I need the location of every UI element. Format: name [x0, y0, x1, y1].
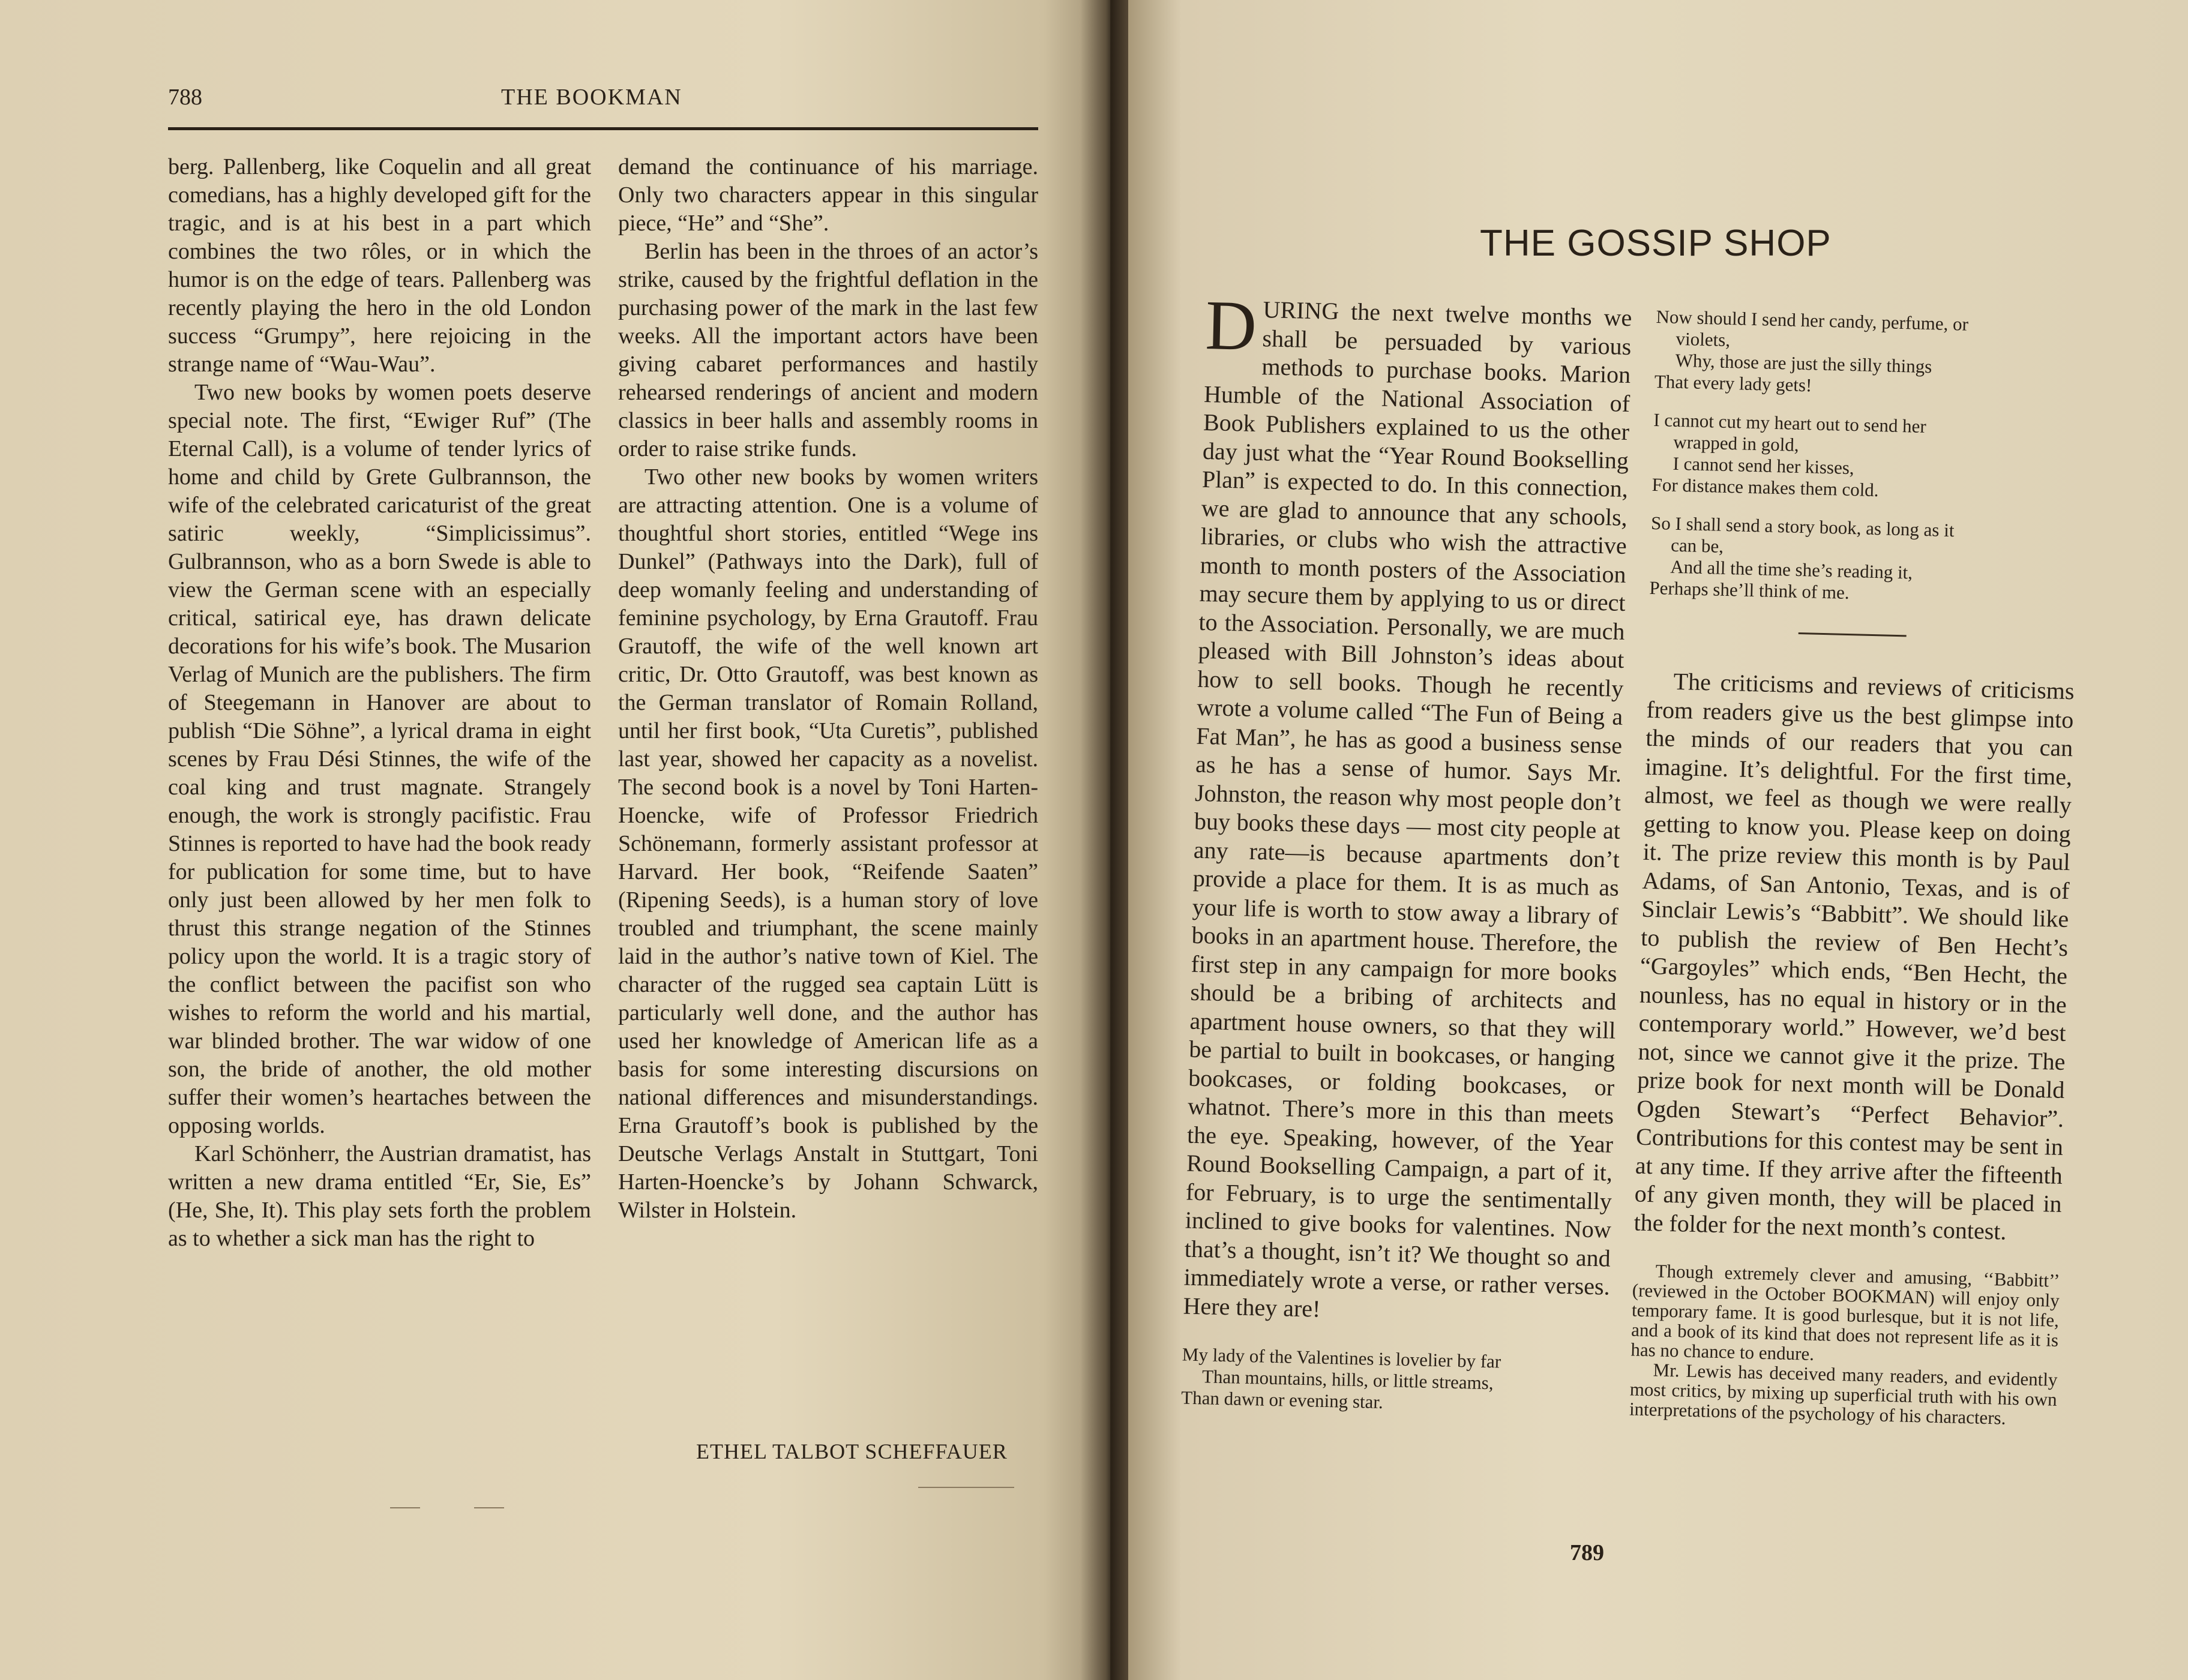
running-title: THE BOOKMAN: [501, 85, 682, 110]
right-column-2: [1629, 306, 2084, 1429]
poem-stanza: [1649, 512, 2078, 609]
drop-cap: D: [1204, 286, 1258, 365]
poem-line: violets,: [1676, 328, 1731, 351]
right-column-1: [1180, 286, 1632, 1435]
paragraph: The criticisms and reviews of criticisms from readers give us the best glimpse into the minds of our readers that you can imagine. It’s delightful. For the first time, almost, we feel as though we were really getting to know you. Please keep on doing it. The prize review this month is by Paul Adams, of San Antonio, Texas, and is of Sinclair Lewis’s “Babbitt”. We should like to publish the review of Ben Hecht’s “Gargoyles” which ends, “Ben Hecht, the nounless, has no equal in history or in the contemporary world.” However, we’d best not, since we cannot give it the prize. The prize book for next month will be Donald Ogden Stewart’s “Perfect Behavior”. Contributions for this contest may be sent in at any time. If they arrive after the fifteenth of any given month, they will be placed in the folder for the next month’s contest.: [1633, 667, 2075, 1245]
paragraph: Berlin has been in the throes of an actor’s strike, caused by the frightful deflation in the purchasing power of the mark in the last few weeks. All the important actors have been giving cabaret performances and hastily rehearsed renderings of ancient and modern classics in beer halls and assembly rooms in order to raise strike funds.: [618, 239, 1038, 461]
paragraph: Karl Schönherr, the Austrian dramatist, has written a new drama entitled “Er, Sie, Es” (He, She, It). This play sets forth the problem as to whether a sick man has the right to: [168, 1141, 591, 1251]
poem-line: I cannot cut my heart out to send her: [1653, 409, 1927, 437]
poem-stanza: [1181, 1344, 1608, 1418]
gossip-lead-paragraph: [1183, 286, 1632, 1330]
review-excerpt: Mr. Lewis has deceived many readers, and evidently most critics, by mixing up superficial truth with his own interpretations of the psychology of his characters.: [1629, 1359, 2058, 1429]
header-rule: [168, 127, 1038, 130]
paragraph: Two new books by women poets deserve special note. The first, “Ewiger Ruf” (The Eternal Call), is a volume of tender lyrics of home and child by Grete Gulbrannson, the wife of the celebrated caricaturist of the great satiric weekly, “Simplicissimus”. Gulbrannson, who as a born Swede is able to view the German scene with an especially critical, satirical eye, has drawn delicate decorations for his wife’s book. The Musarion Verlag of Munich are the publishers. The firm of Steegemann in Hanover are about to publish “Die Söhne”, a lyrical drama in eight scenes by Frau Dési Stinnes, the wife of the coal king and trust magnate. Strangely enough, the work is strongly pacifistic. Frau Stinnes is reported to have had the book ready for publication for some time, but to have only just been allowed by her men folk to thrust this strange negation of the Stinnes policy upon the world. It is a tragic story of the conflict between the pacifist son who wishes to reform the world and his martial, war blinded brother. The war widow of one son, the bride of another, the old mother suffer their women’s heartaches between the opposing worlds.: [168, 380, 591, 1138]
print-mark: [474, 1507, 504, 1508]
page-number-right: 789: [1570, 1540, 1604, 1565]
poem-stanza: [1652, 409, 2081, 506]
poem-line: Now should I send her candy, perfume, or: [1656, 306, 1969, 335]
lead-text: URING the next twelve months we shall be persuaded by various methods to purchase books. Marion Humble of the National Association of Book Publishers explained to us the other day just what the “Year Round Bookselling Plan” is expected to do. In this connection, we are glad to announce that any schools, libraries, or clubs who wish the attractive month to month posters of the Association may secure them by applying to us or direct to the Association. Personally, we are much pleased with Bill Johnston’s ideas about how to sell books. Though he recently wrote a volume called “The Fun of Being a Fat Man”, he has as good a business sense as he has a sense of humor. Says Mr. Johnston, the reason why most people don’t buy books these days — most city people at any rate—is because apartments don’t provide a place for them. It is as much as your life is worth to stow away a library of books in an apartment house. Therefore, the first step in any campaign for more books should be a bribing of architects and apartment house owners, so that they will be partial to built in bookcases, or hanging bookcases, or folding bookcases, or whatnot. There’s more in this than meets the eye. Speaking, however, of the Year Round Bookselling Campaign, a part of it, for February, is to urge the sentimentally inclined to give books for valentines. Now that’s a thought, isn’t it? We thought so and immediately wrote a verse, or rather verses. Here they are!: [1183, 296, 1632, 1322]
poem-line: My lady of the Valentines is lovelier by far: [1182, 1343, 1501, 1372]
section-divider: [1799, 632, 1907, 637]
left-column-2: [618, 153, 1038, 1225]
poem-line: Than dawn or evening star.: [1180, 1387, 1384, 1413]
poem-line: I cannot send her kisses,: [1673, 452, 1855, 479]
poem-stanza: [1654, 306, 2083, 403]
valentine-poem-part2: [1649, 306, 2084, 609]
author-signature: ETHEL TALBOT SCHEFFAUER: [696, 1439, 1008, 1463]
poem-line: That every lady gets!: [1654, 370, 1812, 396]
poem-line: wrapped in gold,: [1673, 431, 1800, 455]
paragraph: demand the continuance of his marriage. Only two characters appear in this singular piece, “He” and “She”.: [618, 154, 1038, 236]
poem-line: So I shall send a story book, as long as it: [1650, 512, 1955, 541]
poem-line: Why, those are just the silly things: [1675, 349, 1932, 377]
poem-line: And all the time she’s reading it,: [1670, 556, 1913, 583]
print-mark: [918, 1487, 1014, 1488]
paragraph: Two other new books by women writers are attracting attention. One is a volume of thoughtful short stories, entitled “Wege ins Dunkel” (Pathways into the Dark), full of deep womanly feeling and understanding of feminine psychology, by Erna Grautoff. Frau Grautoff, the wife of the well known art critic, Dr. Otto Grautoff, was best known as the German translator of Romain Rolland, until her first book, “Uta Curetis”, published last year, showed her capacity as a novelist. The second book is a novel by Toni Harten-Hoencke, wife of Professor Friedrich Schönemann, formerly assistant professor at Harvard. Her book, “Reifende Saaten” (Ripening Seeds), is a human story of love troubled and triumphant, the scene mainly laid in the author’s native town of Kiel. The character of the rugged sea captain Lütt is particularly well done, and the author has used her knowledge of American life as a basis for some interesting discursions on national differences and misunderstandings. Erna Grautoff’s book is published by the Deutsche Verlags Anstalt in Stuttgart, Toni Harten-Hoencke’s by Johann Schwarck, Wilster in Holstein.: [618, 464, 1038, 1223]
review-excerpt: Though extremely clever and amusing, ‘‘Babbitt’’ (reviewed in the October BOOKMAN) will enjoy only temporary fame. It is good burlesque, but it is not life, and a book of its kind that does not represent life as it is has no chance to endure.: [1630, 1260, 2060, 1364]
poem-line: can be,: [1670, 534, 1724, 557]
print-mark: [390, 1507, 420, 1508]
left-column-1: [168, 153, 591, 1253]
page-number-left: 788: [168, 85, 202, 110]
valentine-poem-part1: [1181, 1344, 1608, 1418]
poem-line: For distance makes them cold.: [1652, 473, 1879, 501]
paragraph: berg. Pallenberg, like Coquelin and all great comedians, has a highly developed gift for the tragic, and is at his best in a part which combines the two rôles, or in which the humor is on the edge of tears. Pallenberg was recently playing the hero in the old London success “Grumpy”, here rejoicing in the strange name of “Wau-Wau”.: [168, 154, 591, 377]
poem-line: Than mountains, hills, or little streams,: [1201, 1366, 1494, 1394]
section-title: THE GOSSIP SHOP: [1480, 223, 1832, 264]
poem-line: Perhaps she’ll think of me.: [1649, 577, 1850, 603]
